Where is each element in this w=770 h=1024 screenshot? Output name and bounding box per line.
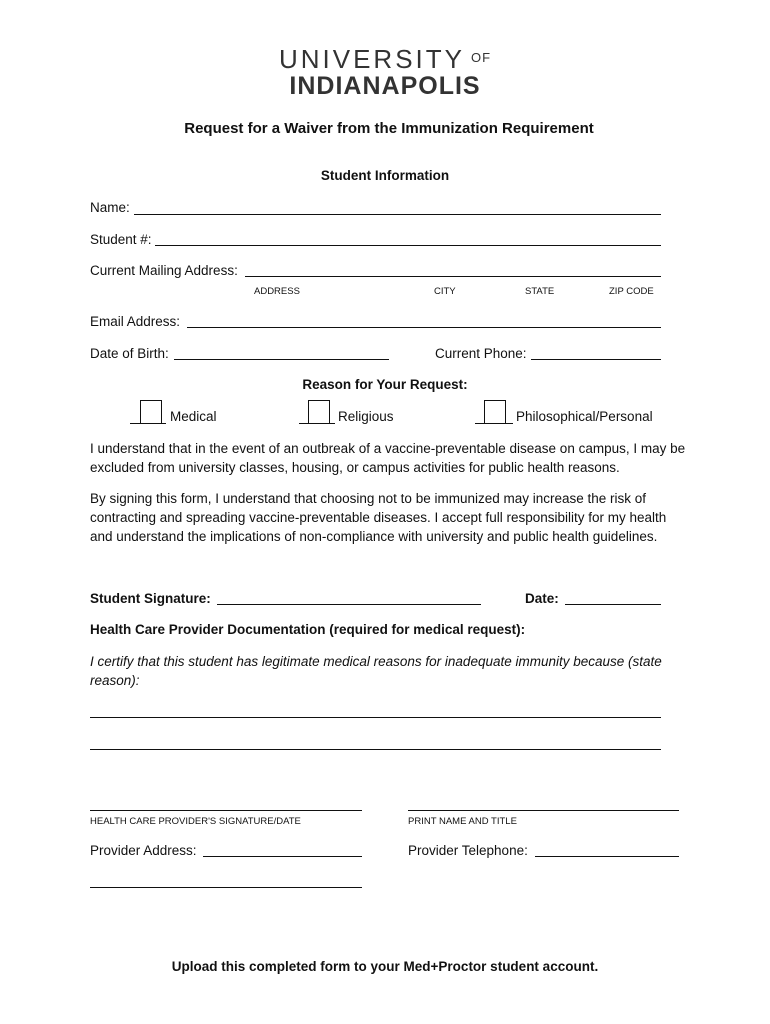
email-label: Email Address:	[90, 314, 181, 329]
logo-line1: UNIVERSITY	[278, 44, 465, 74]
provider-telephone-label: Provider Telephone:	[408, 843, 528, 858]
reason-heading: Reason for Your Request:	[302, 377, 468, 392]
provider-address-field[interactable]	[203, 856, 362, 857]
date-label: Date:	[525, 591, 559, 606]
footer-instruction: Upload this completed form to your Med+Proctor student account.	[171, 959, 599, 974]
responsibility-paragraph: By signing this form, I understand that choosing not to be immunized may increase the risk of contracting and spreading vaccine-preventable diseases. I accept full responsibility for my health and understand the implications of non-compliance with university and public health guidelines.	[90, 491, 667, 544]
phone-field[interactable]	[531, 359, 661, 360]
mailing-address-label: Current Mailing Address:	[90, 263, 238, 278]
name-field[interactable]	[134, 214, 661, 215]
dob-label: Date of Birth:	[90, 346, 169, 361]
philosophical-checkbox[interactable]	[484, 400, 506, 424]
logo-university	[0, 44, 770, 75]
medical-label: Medical	[170, 409, 217, 424]
religious-checkbox[interactable]	[308, 400, 330, 424]
provider-signature-field[interactable]	[90, 810, 362, 811]
page-title: Request for a Waiver from the Immunization Requirement	[184, 120, 594, 137]
provider-name-field[interactable]	[408, 810, 679, 811]
provider-address-line-2[interactable]	[90, 887, 362, 888]
provider-telephone-field[interactable]	[535, 856, 679, 857]
provider-heading: Health Care Provider Documentation (required for medical request):	[90, 622, 526, 637]
name-label: Name:	[90, 200, 130, 215]
provider-address-label: Provider Address:	[90, 843, 197, 858]
outbreak-paragraph: I understand that in the event of an outbreak of a vaccine-preventable disease on campus, I may be excluded from university classes, housing, or campus activities for public health reasons.	[90, 441, 686, 475]
provider-signature-caption: HEALTH CARE PROVIDER'S SIGNATURE/DATE	[90, 816, 301, 827]
email-field[interactable]	[187, 327, 661, 328]
city-caption: CITY	[434, 286, 456, 297]
address-caption: ADDRESS	[254, 286, 300, 297]
logo-indianapolis: INDIANAPOLIS	[289, 72, 481, 100]
reason-line-2[interactable]	[90, 749, 661, 750]
date-field[interactable]	[565, 604, 661, 605]
religious-label: Religious	[338, 409, 394, 424]
medical-checkbox[interactable]	[140, 400, 162, 424]
mailing-address-field[interactable]	[245, 276, 661, 277]
state-caption: STATE	[525, 286, 555, 297]
certify-statement: I certify that this student has legitimate medical reasons for inadequate immunity because (state reason):	[90, 654, 662, 688]
student-number-field[interactable]	[155, 245, 661, 246]
student-info-heading: Student Information	[320, 168, 450, 183]
logo-of: OF	[470, 50, 492, 65]
reason-line-1[interactable]	[90, 717, 661, 718]
dob-field[interactable]	[174, 359, 389, 360]
philosophical-label: Philosophical/Personal	[516, 409, 653, 424]
student-signature-field[interactable]	[217, 604, 481, 605]
student-number-label: Student #:	[90, 232, 152, 247]
student-signature-label: Student Signature:	[90, 591, 211, 606]
provider-name-caption: PRINT NAME AND TITLE	[408, 816, 517, 827]
zip-caption: ZIP CODE	[609, 286, 654, 297]
phone-label: Current Phone:	[435, 346, 527, 361]
